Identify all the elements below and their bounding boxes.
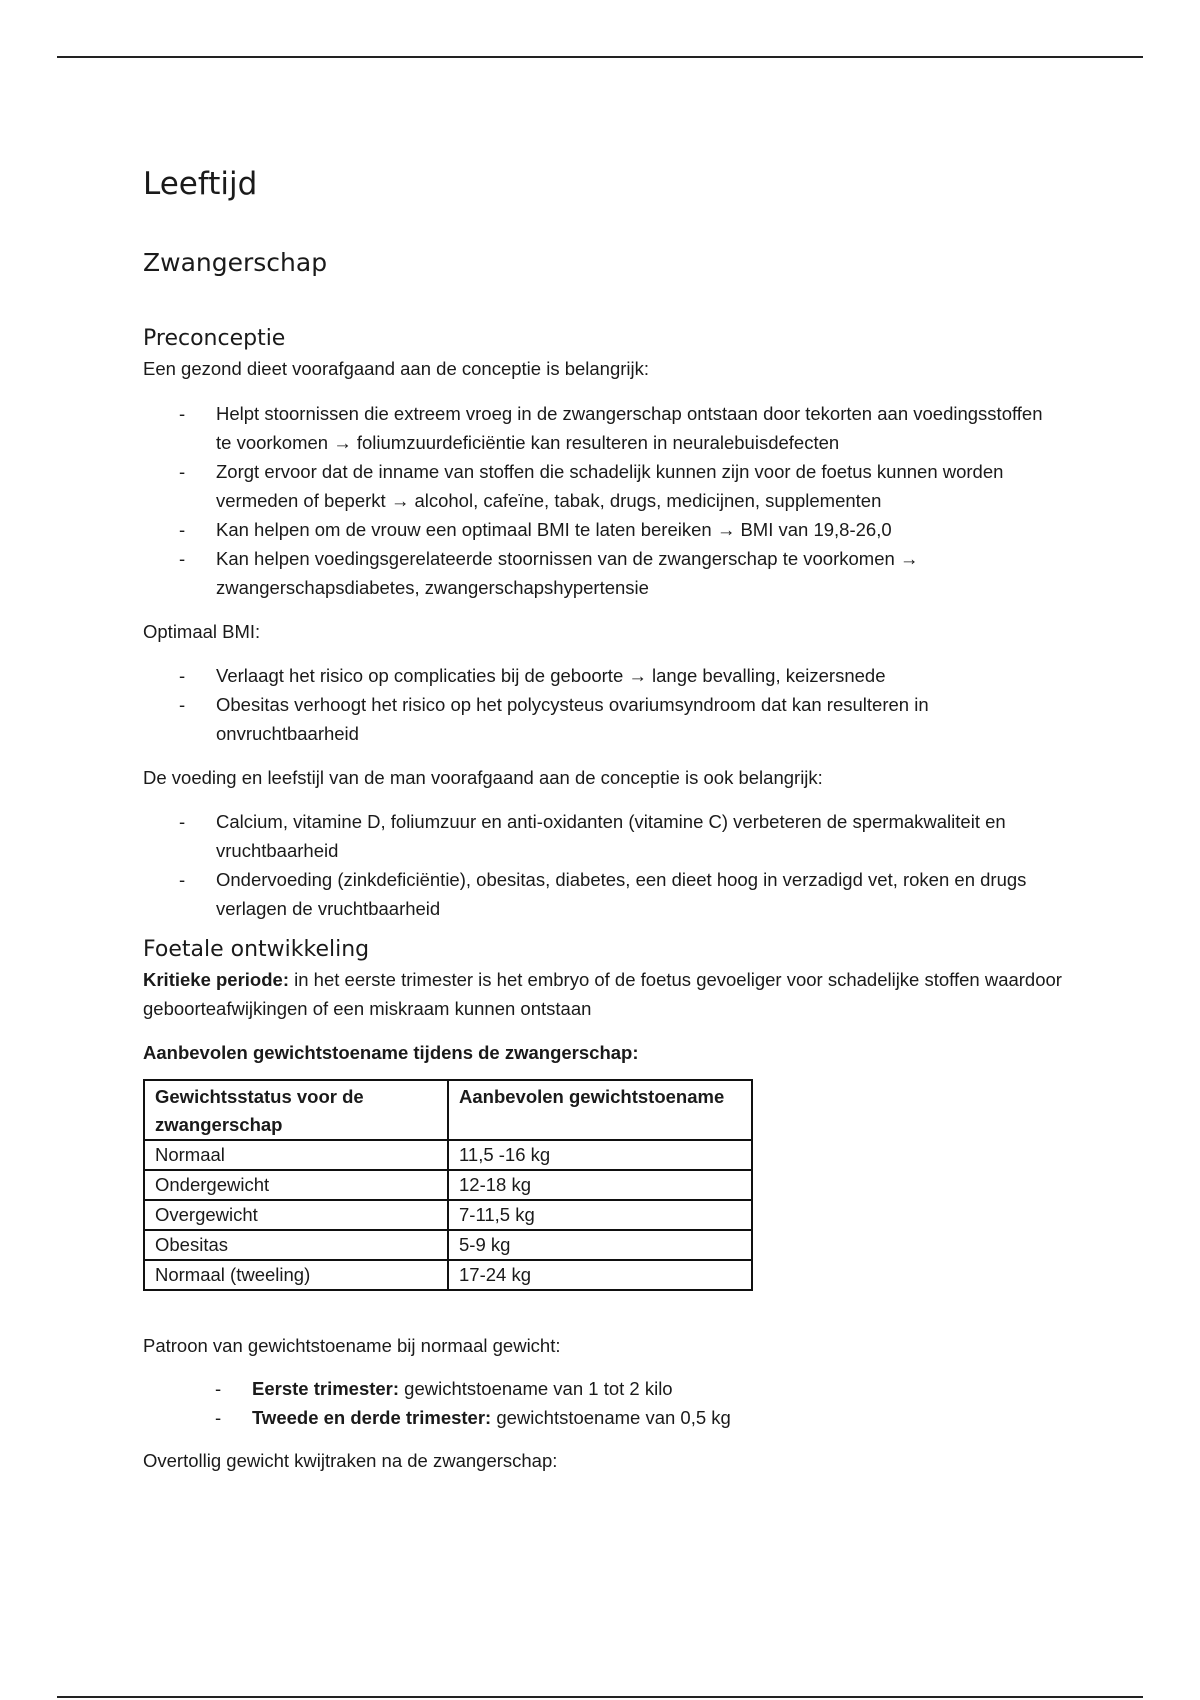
preconceptie-heading: Preconceptie (143, 326, 286, 351)
list-item: - Calcium, vitamine D, foliumzuur en anti-oxidanten (vitamine C) verbeteren de spermakwaliteit en vruchtbaarheid (143, 807, 1063, 865)
table-header-cell: Aanbevolen gewichtstoename (448, 1080, 752, 1140)
table-cell: 17-24 kg (448, 1260, 752, 1290)
section-heading: Zwangerschap (143, 248, 328, 277)
list-item-text: gewichtstoename van 1 tot 2 kilo (399, 1378, 673, 1399)
list-item: - Kan helpen voedingsgerelateerde stoornissen van de zwangerschap te voorkomen → zwangerschapsdiabetes, zwangerschapshypertensie (143, 544, 1063, 602)
table-cell: 7-11,5 kg (448, 1200, 752, 1230)
table-cell: Ondergewicht (144, 1170, 448, 1200)
table-row (144, 1170, 752, 1200)
preconceptie-list (143, 399, 1063, 602)
bmi-intro: Optimaal BMI: (143, 621, 261, 642)
overtollig-paragraph: Overtollig gewicht kwijtraken na de zwangerschap: (143, 1450, 558, 1471)
document-page (143, 164, 1063, 1475)
footer-rule (57, 1696, 1143, 1698)
list-item-text: gewichtstoename van 0,5 kg (491, 1407, 731, 1428)
table-row (144, 1140, 752, 1170)
patroon-intro: Patroon van gewichtstoename bij normaal gewicht: (143, 1335, 561, 1356)
table-cell: Normaal (tweeling) (144, 1260, 448, 1290)
list-item-label: Eerste trimester: (252, 1378, 400, 1399)
list-item: - Helpt stoornissen die extreem vroeg in de zwangerschap ontstaan door tekorten aan voedingsstoffen te voorkomen → foliumzuurdeficiëntie kan resulteren in neuralebuisdefecten (143, 399, 1063, 457)
list-item (143, 1374, 1063, 1403)
table-row (144, 1200, 752, 1230)
patroon-list (143, 1374, 1063, 1432)
list-item (143, 1403, 1063, 1432)
list-item: - Obesitas verhoogt het risico op het polycysteus ovariumsyndroom dat kan resulteren in onvruchtbaarheid (143, 690, 1063, 748)
kritieke-periode-paragraph (143, 965, 1063, 1023)
weight-gain-table (143, 1079, 753, 1291)
man-intro: De voeding en leefstijl van de man voorafgaand aan de conceptie is ook belangrijk: (143, 767, 823, 788)
table-row (144, 1230, 752, 1260)
table-cell: 11,5 -16 kg (448, 1140, 752, 1170)
table-header-cell: Gewichtsstatus voor de zwangerschap (144, 1080, 448, 1140)
table-caption: Aanbevolen gewichtstoename tijdens de zwangerschap: (143, 1042, 639, 1063)
foetale-heading: Foetale ontwikkeling (143, 937, 370, 962)
table-header-row (144, 1080, 752, 1140)
table-cell: Normaal (144, 1140, 448, 1170)
header-rule (57, 56, 1143, 58)
man-list (143, 807, 1063, 923)
table-cell: Obesitas (144, 1230, 448, 1260)
list-item: - Ondervoeding (zinkdeficiëntie), obesitas, diabetes, een dieet hoog in verzadigd vet, roken en drugs verlagen de vruchtbaarheid (143, 865, 1063, 923)
kritieke-periode-label: Kritieke periode: (143, 969, 289, 990)
preconceptie-intro: Een gezond dieet voorafgaand aan de conceptie is belangrijk: (143, 358, 650, 379)
table-row (144, 1260, 752, 1290)
kritieke-periode-text: in het eerste trimester is het embryo of de foetus gevoeliger voor schadelijke stoffen waardoor geboorteafwijkingen of een miskraam kunnen ontstaan (143, 969, 1062, 1019)
table-cell: 12-18 kg (448, 1170, 752, 1200)
table-cell: 5-9 kg (448, 1230, 752, 1260)
list-item: - Zorgt ervoor dat de inname van stoffen die schadelijk kunnen zijn voor de foetus kunnen worden vermeden of beperkt → alcohol, cafeïne, tabak, drugs, medicijnen, supplementen (143, 457, 1063, 515)
list-item: - Verlaagt het risico op complicaties bij de geboorte → lange bevalling, keizersnede (143, 661, 1063, 690)
table-cell: Overgewicht (144, 1200, 448, 1230)
page-title: Leeftijd (143, 166, 258, 202)
bmi-list (143, 661, 1063, 748)
list-item-label: Tweede en derde trimester: (252, 1407, 492, 1428)
list-item: - Kan helpen om de vrouw een optimaal BMI te laten bereiken → BMI van 19,8-26,0 (143, 515, 1063, 544)
